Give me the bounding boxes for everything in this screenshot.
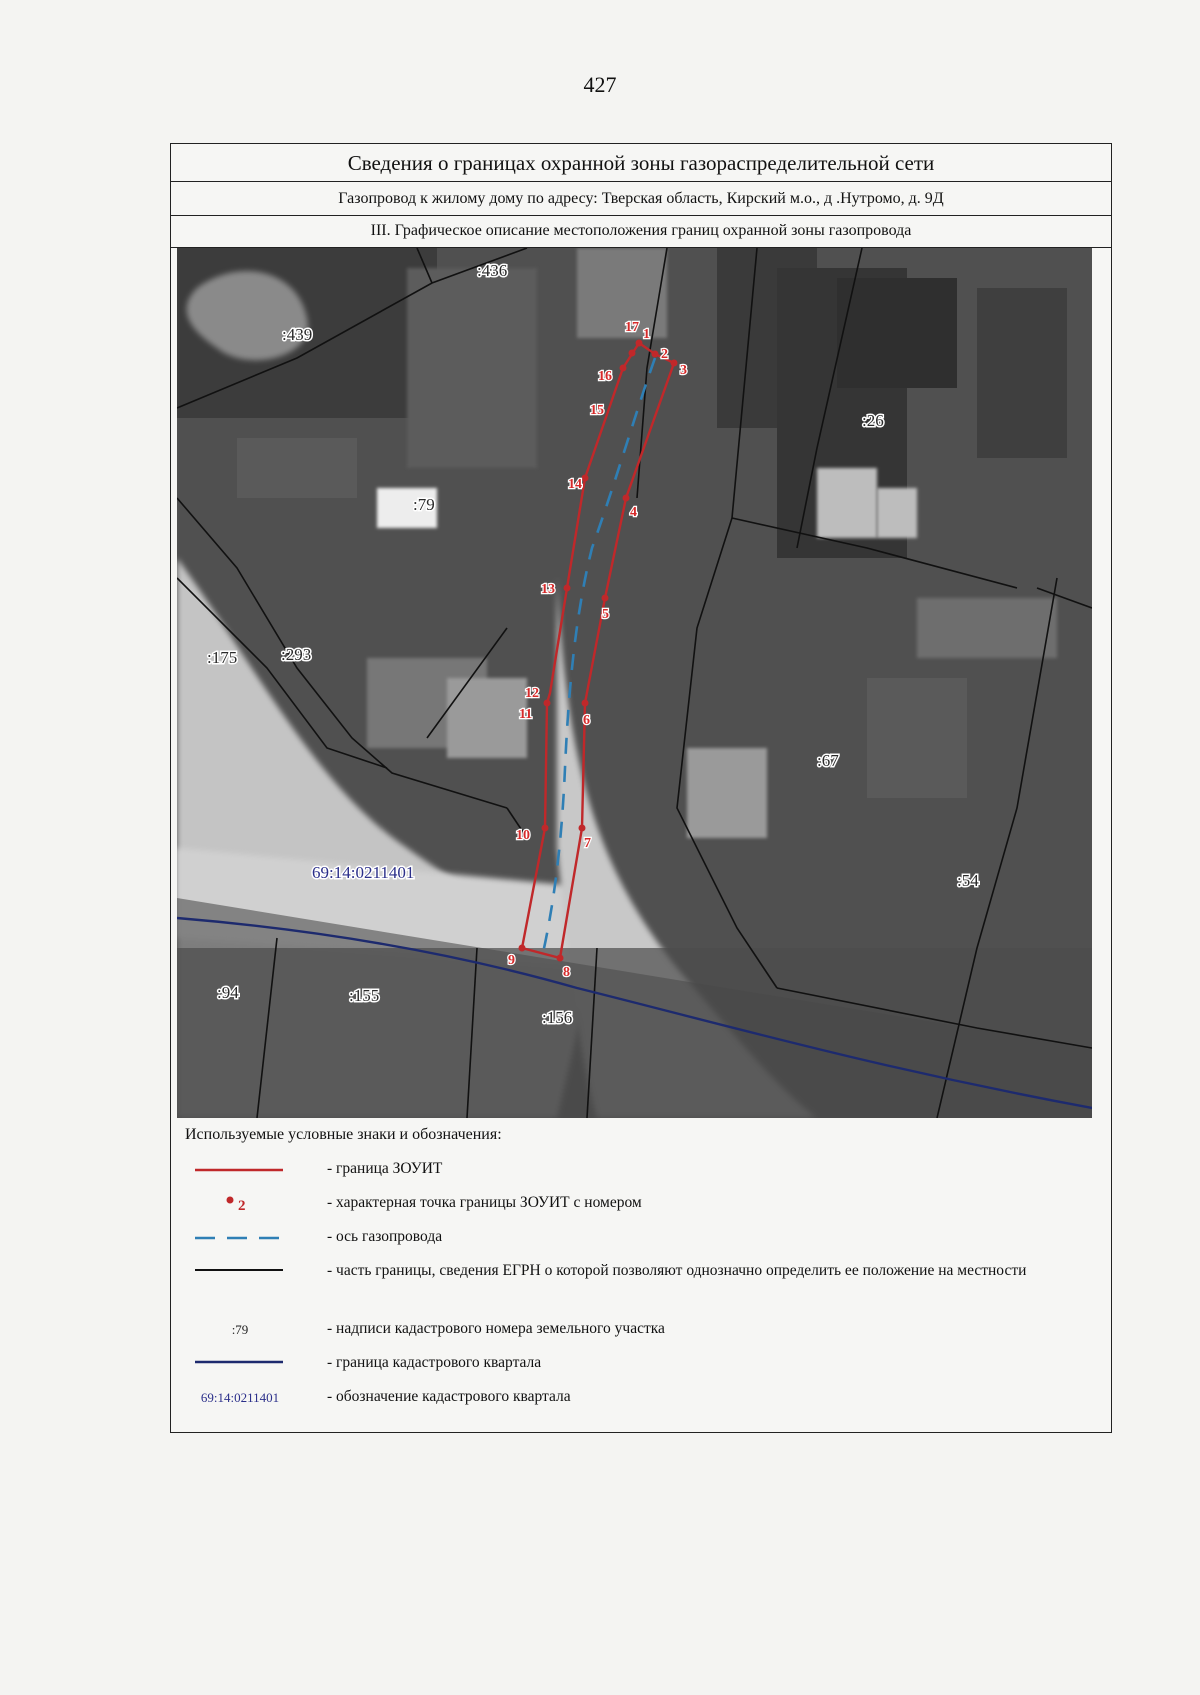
legend-text: - ось газопровода xyxy=(327,1228,443,1245)
point-label-14: 14 xyxy=(568,477,582,492)
parcel-label-26: :26 xyxy=(862,411,884,430)
point-label-3: 3 xyxy=(680,363,687,378)
legend-item-quarter-boundary xyxy=(171,1352,1111,1382)
page-number: 427 xyxy=(583,72,617,97)
point-label-2: 2 xyxy=(661,347,668,362)
legend-text: - надписи кадастрового номера земельного участка xyxy=(327,1320,665,1337)
quarter-label-symbol xyxy=(185,1386,285,1410)
legend-title: Используемые условные знаки и обозначения: xyxy=(185,1126,502,1143)
parcel-label-sample: :79 xyxy=(231,1322,249,1337)
black-line-symbol xyxy=(185,1260,285,1284)
point-label-11: 11 xyxy=(519,707,533,722)
point-label-13: 13 xyxy=(541,582,555,597)
section-heading: III. Графическое описание местоположения границ охранной зоны газопровода xyxy=(171,216,1111,248)
quarter-label: 69:14:0211401 xyxy=(312,863,415,882)
point-label-4: 4 xyxy=(630,505,637,520)
parcel-label-439: :439 xyxy=(282,325,313,344)
legend-text: - граница кадастрового квартала xyxy=(327,1354,542,1371)
point-label-10: 10 xyxy=(516,828,530,843)
document-frame xyxy=(170,143,1112,1433)
point-label-7: 7 xyxy=(584,836,591,851)
point-label-17: 17 xyxy=(625,320,639,335)
map-canvas xyxy=(177,248,1092,1118)
legend-text: - часть границы, сведения ЕГРН о которой позволяют однозначно определить ее положение на местности xyxy=(327,1262,1027,1279)
navy-line-symbol xyxy=(185,1352,285,1376)
point-label-5: 5 xyxy=(602,607,609,622)
legend-item-boundary-point xyxy=(171,1192,1111,1222)
document-title: Сведения о границах охранной зоны газораспределительной сети xyxy=(171,144,1111,182)
point-label-1: 1 xyxy=(643,327,650,342)
parcel-label-156: :156 xyxy=(542,1008,573,1027)
legend-text: - характерная точка границы ЗОУИТ с номером xyxy=(327,1194,642,1211)
red-line-symbol xyxy=(185,1158,285,1182)
point-label-6: 6 xyxy=(583,713,590,728)
legend-item-quarter-label xyxy=(171,1386,1111,1416)
legend-text: - граница ЗОУИТ xyxy=(327,1160,443,1177)
red-point-symbol xyxy=(185,1192,285,1216)
quarter-label-sample: 69:14:0211401 xyxy=(200,1390,280,1405)
legend-item-parcel-label xyxy=(171,1318,1111,1348)
parcel-label-79: :79 xyxy=(413,495,435,514)
parcel-label-94: :94 xyxy=(217,983,239,1002)
legend-item-parcel-boundary xyxy=(171,1260,1111,1312)
object-address: Газопровод к жилому дому по адресу: Тверская область, Кирский м.о., д .Нутромо, д. 9Д xyxy=(171,182,1111,216)
red-point-symbol-label: 2 xyxy=(238,1198,246,1214)
parcel-label-155: :155 xyxy=(349,986,380,1005)
parcel-label-54: :54 xyxy=(957,871,979,890)
parcel-label-67: :67 xyxy=(817,751,839,770)
point-label-12: 12 xyxy=(525,686,539,701)
parcel-label-293: :293 xyxy=(281,645,312,664)
legend-item-zone-boundary xyxy=(171,1158,1111,1188)
parcel-label-symbol xyxy=(185,1318,285,1342)
parcel-label-436: :436 xyxy=(477,261,508,280)
aerial-map[interactable] xyxy=(177,248,1092,1118)
parcel-label-175: :175 xyxy=(207,648,238,667)
aerial-imagery xyxy=(177,248,1092,1118)
point-label-8: 8 xyxy=(563,965,570,980)
legend-text: - обозначение кадастрового квартала xyxy=(327,1388,571,1405)
legend-item-gas-axis xyxy=(171,1226,1111,1256)
point-label-15: 15 xyxy=(590,403,604,418)
point-label-16: 16 xyxy=(598,369,612,384)
blue-dashed-line-symbol xyxy=(185,1226,285,1250)
point-label-9: 9 xyxy=(508,953,515,968)
